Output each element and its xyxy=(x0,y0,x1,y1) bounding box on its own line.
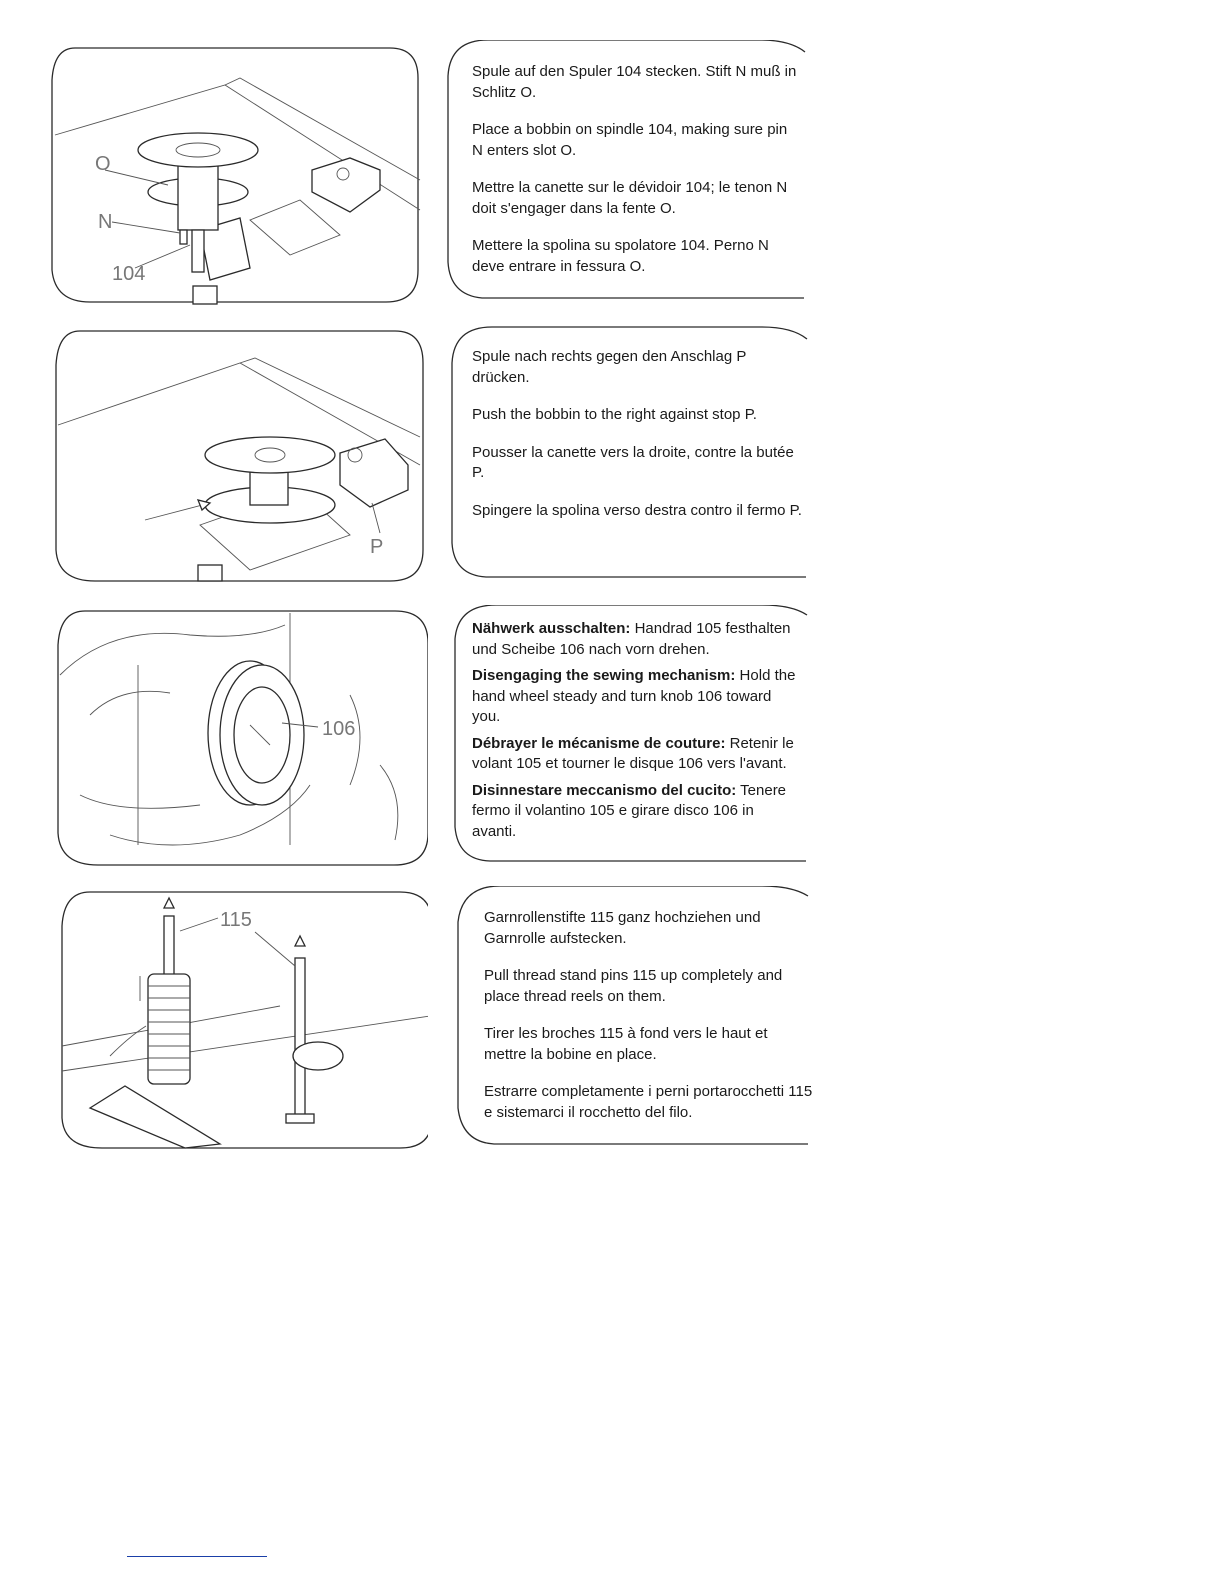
footer-rule xyxy=(127,1556,267,1557)
label-104: 104 xyxy=(112,263,146,285)
step-1 xyxy=(0,40,1224,305)
paragraph-it: Spingere la spolina verso destra contro il fermo P. xyxy=(472,501,802,519)
paragraph-de: Spule auf den Spuler 104 stecken. Stift N muß in Schlitz O. xyxy=(472,63,797,101)
paragraph-fr: Mettre la canette sur le dévidoir 104; le tenon N doit s'engager dans la fente O. xyxy=(472,179,788,217)
heading-it: Disinnestare meccanismo del cucito: xyxy=(472,781,737,799)
text-en: Hold the hand wheel steady and turn knob 106 toward you. xyxy=(472,667,796,725)
illustration-thread-stand-pins xyxy=(50,886,428,1151)
text-it: Tenere fermo il volantino 105 e girare disco 106 in avanti. xyxy=(472,781,787,840)
step-4 xyxy=(0,886,1224,1151)
instruction-it xyxy=(472,781,802,843)
label-106: 106 xyxy=(322,718,356,740)
text-de: Handrad 105 festhalten und Scheibe 106 nach vorn drehen. xyxy=(472,620,791,658)
text-fr: Retenir le volant 105 et tourner le disque 106 vers l'avant. xyxy=(472,734,794,772)
label-P: P xyxy=(370,536,384,558)
label-N: N xyxy=(98,211,113,233)
paragraph-en: Place a bobbin on spindle 104, making sure pin N enters slot O. xyxy=(472,121,788,159)
step-3 xyxy=(0,605,1224,867)
heading-fr: Débrayer le mécanisme de couture: xyxy=(472,734,726,752)
text-panel-2 xyxy=(440,325,810,583)
illustration-push-bobbin xyxy=(50,325,428,583)
illustration-hand-wheel xyxy=(50,605,428,867)
label-115: 115 xyxy=(220,909,252,931)
text-panel-1 xyxy=(440,40,810,305)
paragraph-de: Spule nach rechts gegen den Anschlag P drücken. xyxy=(472,348,747,386)
step-2 xyxy=(0,325,1224,583)
paragraph-it: Mettere la spolina su spolatore 104. Perno N deve entrare in fessura O. xyxy=(472,237,769,275)
instruction-de xyxy=(472,619,802,660)
paragraph-fr: Pousser la canette vers la droite, contre la butée P. xyxy=(472,443,794,481)
instruction-fr xyxy=(472,734,802,775)
paragraph-en: Pull thread stand pins 115 up completely and place thread reels on them. xyxy=(484,967,783,1005)
instruction-en xyxy=(472,666,802,728)
paragraph-fr: Tirer les broches 115 à fond vers le haut et mettre la bobine en place. xyxy=(484,1025,768,1063)
heading-en: Disengaging the sewing mechanism: xyxy=(472,667,736,684)
illustration-bobbin-on-spindle xyxy=(50,40,428,305)
text-panel-3 xyxy=(440,605,810,867)
label-O: O xyxy=(95,153,111,175)
paragraph-en: Push the bobbin to the right against stop P. xyxy=(472,406,757,423)
text-panel-4 xyxy=(440,886,813,1151)
paragraph-it: Estrarre completamente i perni portarocchetti 115 e sistemarci il rocchetto del filo. xyxy=(484,1083,813,1121)
heading-de: Nähwerk ausschalten: xyxy=(472,620,631,637)
paragraph-de: Garnrollenstifte 115 ganz hochziehen und Garnrolle aufstecken. xyxy=(484,909,761,947)
